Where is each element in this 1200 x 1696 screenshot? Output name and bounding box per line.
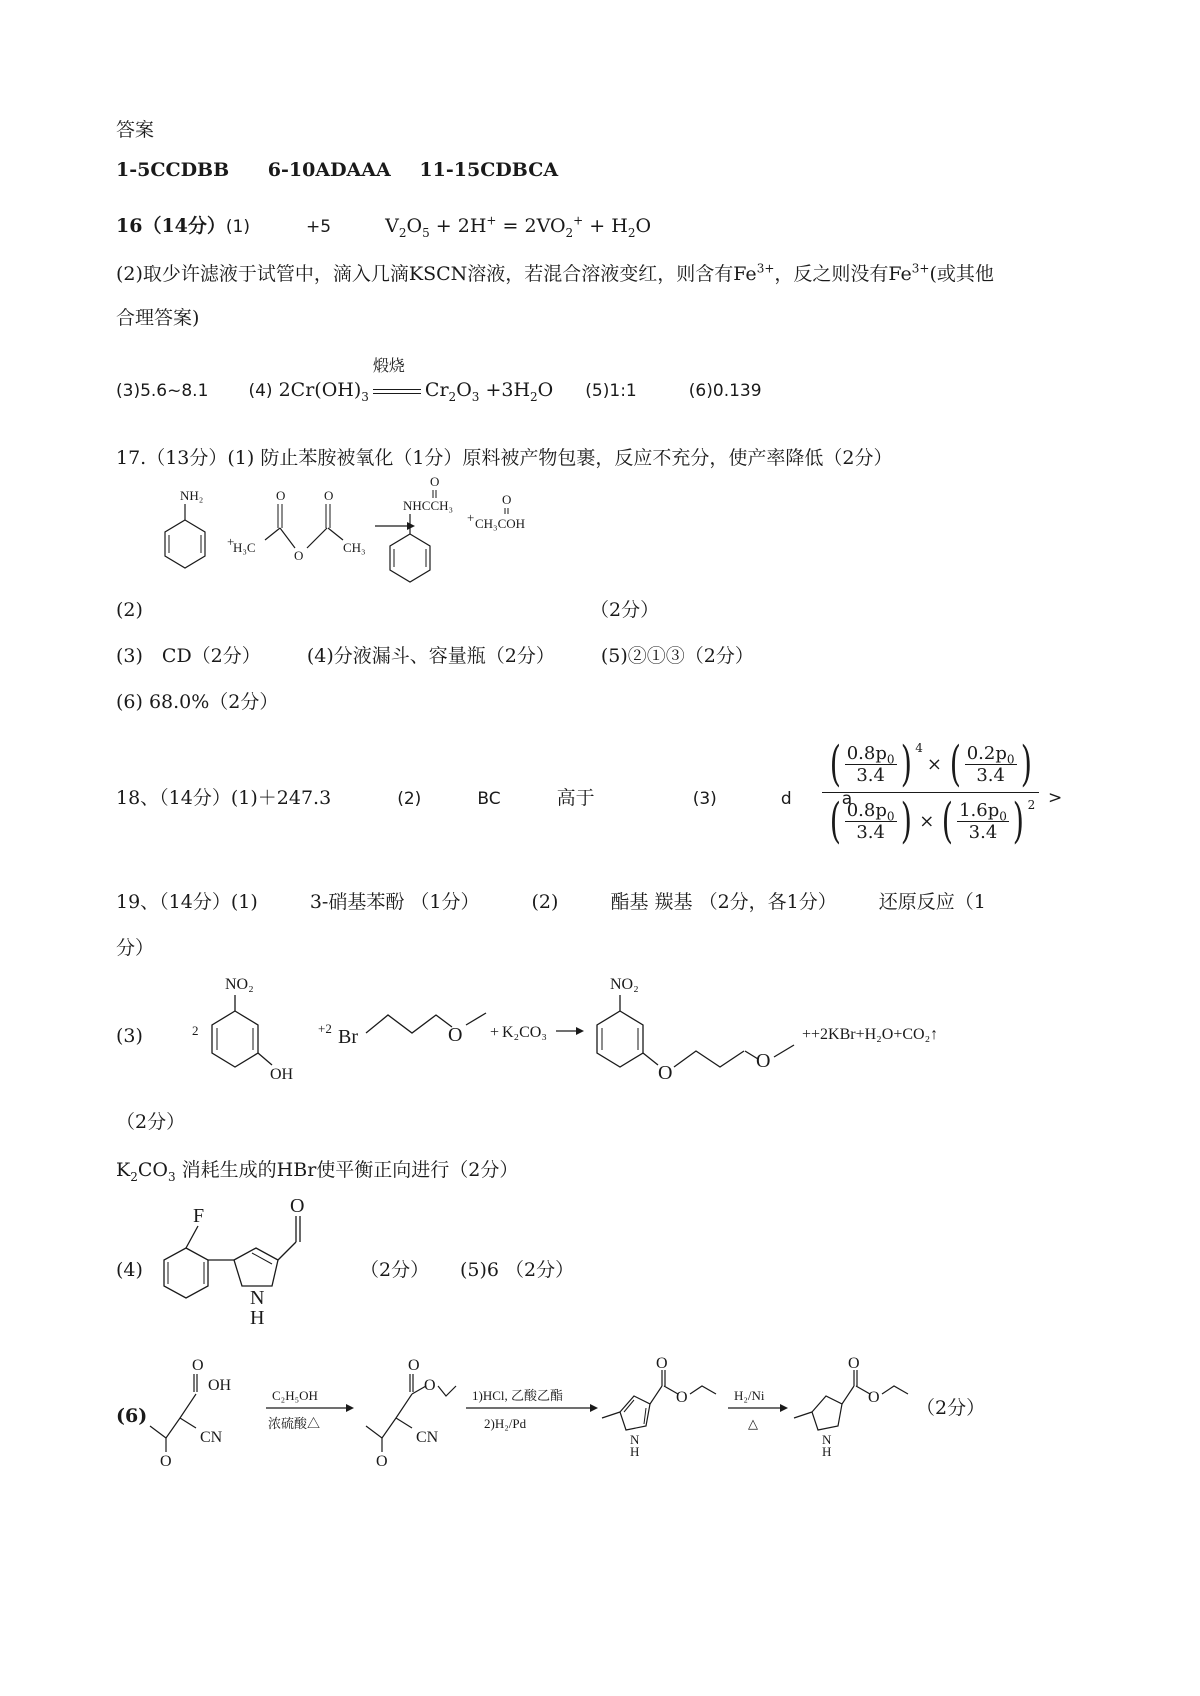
svg-text:O: O [656, 1355, 668, 1372]
svg-text:N: N [822, 1432, 832, 1447]
q16-p5: (5)1:1 [585, 381, 637, 401]
q19-p4-structure [138, 1196, 358, 1336]
q19-p4-label: (4) [116, 1259, 143, 1281]
svg-text:O: O [276, 488, 286, 503]
svg-text:O: O [430, 474, 440, 489]
q18-p3-label: (3) [692, 789, 717, 809]
q17-line3 [116, 644, 754, 668]
q18-greater-than: > [1048, 788, 1063, 808]
svg-text:H₂/Ni: H₂/Ni [734, 1388, 765, 1403]
svg-text:K₂CO₃: K₂CO₃ [502, 1024, 547, 1041]
svg-text:浓硫酸△: 浓硫酸△ [268, 1416, 321, 1431]
svg-text:NO₂: NO₂ [225, 976, 254, 993]
mc-answer-3: 11-15CDBCA [419, 159, 559, 181]
svg-text:CN: CN [416, 1429, 439, 1446]
q16-p2-line1: (2)取少许滤液于试管中，滴入几滴KSCN溶液，若混合溶液变红，则含有$Fe^{3+}$，反之则没有$Fe^{3+}$(或其他 [116, 261, 994, 285]
q18-p2-label: (2) [397, 789, 422, 809]
q16-p2-line2: 合理答案) [116, 307, 200, 329]
q17-line1: 17.（13分）(1) 防止苯胺被氧化（1分）原料被产物包裹，反应不充分，使产率降低（2分） [116, 447, 893, 469]
svg-text:O: O [756, 1050, 771, 1072]
q18-line [116, 786, 852, 811]
svg-text:O: O [324, 488, 334, 503]
q19-p5: (5)6 （2分） [460, 1259, 575, 1281]
svg-text:H: H [822, 1444, 832, 1459]
q16-p3: (3)5.6~8.1 [116, 381, 209, 401]
svg-text:NO₂: NO₂ [610, 976, 639, 993]
page-header: 答案 [116, 119, 155, 141]
q19-line2: 分） [116, 937, 155, 959]
q18-p2-value: BC [477, 789, 501, 809]
svg-text:O: O [160, 1453, 172, 1470]
q19-p2-value: 酯基 羰基 （2分，各1分） [610, 891, 837, 913]
svg-text:O: O [868, 1389, 880, 1406]
svg-text:+: + [227, 534, 235, 549]
svg-text:CH₃: CH₃ [343, 540, 366, 555]
svg-text:C₂H₅OH: C₂H₅OH [272, 1388, 318, 1403]
svg-text:H: H [630, 1444, 640, 1459]
q19-title: 19、（14分）(1) [116, 891, 258, 913]
q19-p3-note: $K_2CO_3$ 消耗生成的HBr使平衡正向进行（2分） [116, 1159, 519, 1184]
q19-p2-extra: 还原反应（1 [878, 891, 986, 913]
svg-text:O: O [376, 1453, 388, 1470]
svg-text:+: + [467, 510, 475, 525]
svg-text:CH₃COH: CH₃COH [475, 516, 526, 531]
q17-acetylation-reaction [145, 474, 605, 608]
q19-synthesis-route [150, 1356, 1050, 1476]
q16-p4-label: (4) [248, 381, 273, 401]
svg-text:N: N [250, 1287, 265, 1309]
svg-text:OH: OH [270, 1066, 294, 1083]
svg-text:NHCCH₃: NHCCH₃ [403, 498, 454, 513]
svg-text:N: N [630, 1432, 640, 1447]
q19-line1 [116, 890, 986, 914]
q16-p1-value: +5 [306, 217, 332, 237]
q19-p4-score: （2分） [360, 1259, 430, 1281]
q18-p2-extra: 高于 [556, 787, 595, 809]
mc-answers [116, 158, 558, 182]
q16-p4-equation: $2Cr(OH)_3$ 煅烧 $Cr_2O_3 +3H_2O$ [278, 356, 554, 404]
q17-p6: (6) 68.0%（2分） [116, 691, 279, 713]
svg-text:+: + [490, 1024, 500, 1041]
svg-text:O: O [658, 1062, 673, 1084]
svg-text:2: 2 [192, 1023, 199, 1038]
q17-p5: (5)②①③（2分） [600, 645, 754, 667]
svg-text:O: O [676, 1389, 688, 1406]
q19-etherification-reaction [190, 975, 1090, 1095]
q17-p2-score: （2分） [590, 599, 660, 621]
q17-p4: (4)分液漏斗、容量瓶（2分） [306, 645, 555, 667]
svg-text:H: H [250, 1307, 265, 1329]
svg-text:O: O [424, 1377, 436, 1394]
svg-text:H₃C: H₃C [233, 540, 256, 555]
q18-p3-a: a [841, 789, 853, 809]
svg-text:O: O [192, 1357, 204, 1374]
q17-p2-label: (2) [116, 599, 143, 621]
q16-p1-label: (1) [225, 217, 250, 237]
svg-text:O: O [408, 1357, 420, 1374]
svg-text:O: O [290, 1195, 305, 1217]
svg-text:O: O [502, 492, 512, 507]
q16-line3 [116, 356, 762, 404]
svg-text:△: △ [748, 1416, 758, 1431]
svg-text:NH₂: NH₂ [180, 488, 204, 503]
q16-title: 16（14分） [116, 215, 226, 237]
svg-text:+2: +2 [318, 1021, 332, 1036]
svg-text:1)HCl, 乙酸乙酯: 1)HCl, 乙酸乙酯 [472, 1388, 564, 1403]
svg-text:2)H₂/Pd: 2)H₂/Pd [484, 1416, 527, 1431]
mc-answer-2: 6-10ADAAA [267, 159, 391, 181]
svg-text:F: F [193, 1205, 205, 1227]
q19-p3-score: （2分） [116, 1111, 186, 1133]
q19-p6-label: (6) [116, 1405, 148, 1427]
q18-p3-d: d [780, 789, 792, 809]
svg-text:O: O [848, 1355, 860, 1372]
svg-text:O: O [294, 548, 304, 563]
q19-p6-score: （2分） [916, 1397, 986, 1419]
q19-p3-label: (3) [116, 1025, 143, 1047]
q17-p3: (3) CD（2分） [116, 645, 261, 667]
q16-p6: (6)0.139 [688, 381, 762, 401]
calcination-condition: 煅烧 [372, 356, 405, 375]
mc-answer-1: 1-5CCDBB [116, 159, 230, 181]
q18-title: 18、（14分）(1)＋247.3 [116, 787, 332, 809]
svg-text:CN: CN [200, 1429, 223, 1446]
svg-text:++2KBr+H₂O+CO₂↑: ++2KBr+H₂O+CO₂↑ [802, 1026, 939, 1043]
q16-line1 [116, 214, 651, 239]
q16-equation: $V_2O_5 + 2H^+ = 2VO_2^+ + H_2O$ [385, 213, 652, 240]
svg-text:OH: OH [208, 1377, 232, 1394]
svg-text:Br: Br [338, 1026, 358, 1048]
svg-text:O: O [448, 1024, 463, 1046]
q19-p1-value: 3-硝基苯酚 （1分） [309, 891, 480, 913]
q19-p2-label: (2) [531, 891, 559, 913]
q18-kp-fraction: ( $\frac{0.8p_0}{3.4}$ ) $^4$ × ( $\frac{0.2p_0}{3.4}$ ) ( $\frac{0.8p_0}{3.4}$ ) × ( $\frac{1.6p_0}{3.4}$ ) $^2$ [822, 740, 1039, 845]
